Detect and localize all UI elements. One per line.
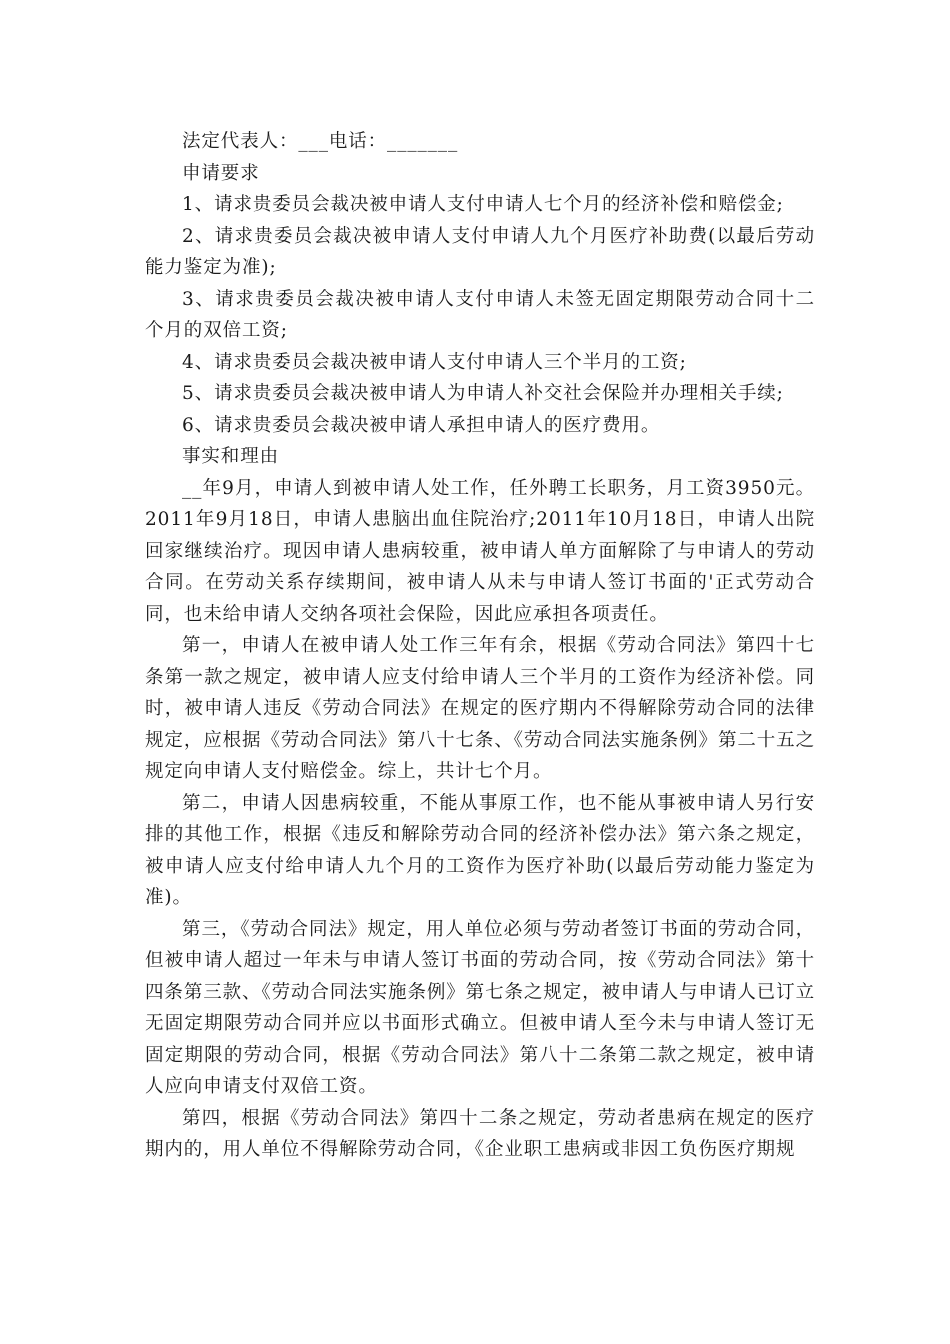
request-item-4: 4、请求贵委员会裁决被申请人支付申请人三个半月的工资;	[182, 351, 687, 373]
request-item-6: 6、请求贵委员会裁决被申请人承担申请人的医疗费用。	[182, 414, 661, 436]
reason-paragraph-2: 第二，申请人因患病较重，不能从事原工作，也不能从事被申请人另行安排的其他工作，根据《违反和解除劳动合同的经济补偿办法》第六条之规定，被申请人应支付给申请人九个月的工资作为医疗补助(以最后劳动能力鉴定为准)。	[145, 792, 815, 908]
request-item-5: 5、请求贵委员会裁决被申请人为申请人补交社会保险并办理相关手续;	[182, 383, 784, 404]
request-item-1: 1、请求贵委员会裁决被申请人支付申请人七个月的经济补偿和赔偿金;	[182, 194, 784, 215]
facts-paragraph: __年9月，申请人到被申请人处工作，任外聘工长职务，月工资3950元。2011年9月18日，申请人患脑出血住院治疗;2011年10月18日，申请人出院回家继续治疗。现因申请人患病较重，被申请人单方面解除了与申请人的劳动合同。在劳动关系存续期间，被申请人从未与申请人签订书面的'正式劳动合同，也未给申请人交纳各项社会保险，因此应承担各项责任。	[145, 477, 815, 625]
section-heading-requests: 申请要求	[182, 162, 260, 184]
reason-paragraph-1: 第一，申请人在被申请人处工作三年有余，根据《劳动合同法》第四十七条第一款之规定，被申请人应支付给申请人三个半月的工资作为经济补偿。同时，被申请人违反《劳动合同法》在规定的医疗期内不得解除劳动合同的法律规定，应根据《劳动合同法》第八十七条、《劳动合同法实施条例》第二十五之规定向申请人支付赔偿金。综上，共计七个月。	[145, 635, 815, 782]
reason-paragraph-3: 第三，《劳动合同法》规定，用人单位必须与劳动者签订书面的劳动合同，但被申请人超过一年未与申请人签订书面的劳动合同，按《劳动合同法》第十四条第三款、《劳动合同法实施条例》第七条之规定，被申请人与申请人已订立无固定期限劳动合同并应以书面形式确立。但被申请人至今未与申请人签订无固定期限的劳动合同，根据《劳动合同法》第八十二条第二款之规定，被申请人应向申请支付双倍工资。	[145, 918, 815, 1097]
legal-representative-line: 法定代表人：___电话：_______	[182, 131, 459, 152]
document-body	[145, 126, 815, 1166]
reason-paragraph-4: 第四，根据《劳动合同法》第四十二条之规定，劳动者患病在规定的医疗期内的，用人单位不得解除劳动合同，《企业职工患病或非因工负伤医疗期规	[145, 1107, 815, 1160]
request-item-3: 3、请求贵委员会裁决被申请人支付申请人未签无固定期限劳动合同十二个月的双倍工资;	[145, 288, 815, 341]
request-item-2: 2、请求贵委员会裁决被申请人支付申请人九个月医疗补助费(以最后劳动能力鉴定为准);	[145, 225, 815, 278]
section-heading-facts: 事实和理由	[182, 446, 280, 467]
